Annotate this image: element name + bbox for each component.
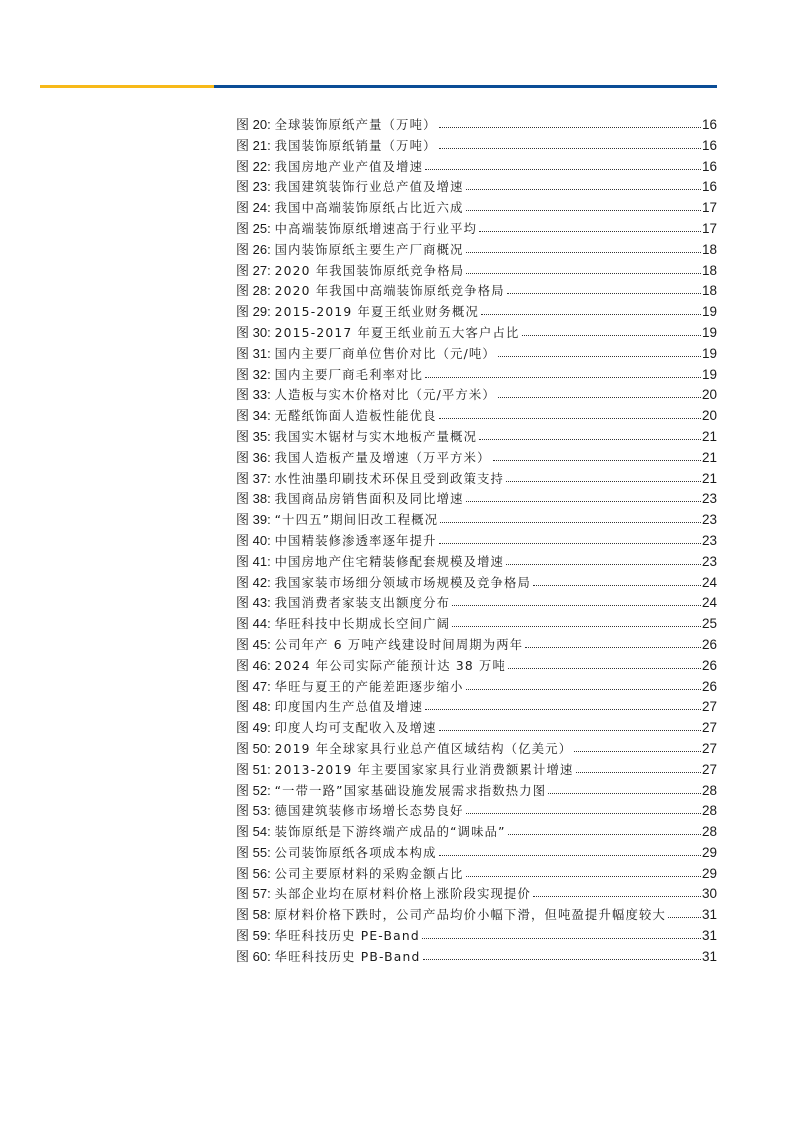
page-number: 28 (701, 824, 717, 840)
dot-leader (466, 803, 701, 815)
dot-leader (440, 512, 701, 524)
toc-entry-label (236, 822, 507, 843)
figure-title: 公司年产 6 万吨产线建设时间周期为两年 (274, 637, 524, 652)
dot-leader (574, 741, 701, 753)
toc-entry[interactable] (236, 344, 717, 365)
figure-number: 图 34: (236, 408, 271, 424)
toc-entry[interactable] (236, 677, 717, 698)
page-number: 29 (701, 865, 717, 881)
dot-leader (439, 138, 701, 150)
toc-entry-label (236, 614, 451, 635)
figure-number: 图 32: (236, 366, 271, 382)
dot-leader (498, 346, 701, 358)
toc-entry[interactable] (236, 947, 717, 968)
figure-number: 图 51: (236, 761, 271, 777)
figure-list (236, 115, 717, 968)
toc-entry[interactable] (236, 781, 717, 802)
figure-number: 图 56: (236, 865, 271, 881)
toc-entry[interactable] (236, 573, 717, 594)
toc-entry[interactable] (236, 323, 717, 344)
toc-entry-label (236, 177, 465, 198)
figure-title: 中高端装饰原纸增速高于行业平均 (274, 221, 478, 236)
figure-number: 图 27: (236, 262, 271, 278)
page-number: 23 (701, 491, 717, 507)
page-number: 16 (701, 158, 717, 174)
figure-title: “一带一路”国家基础设施发展需求指数热力图 (274, 783, 547, 798)
dot-leader (422, 928, 701, 940)
dot-leader (548, 783, 701, 795)
dot-leader (425, 699, 701, 711)
page-number: 19 (701, 345, 717, 361)
toc-entry[interactable] (236, 157, 717, 178)
figure-title: 2015-2019 年夏王纸业财务概况 (274, 305, 480, 320)
page-number: 18 (701, 283, 717, 299)
toc-entry-label (236, 801, 465, 822)
page-number: 23 (701, 512, 717, 528)
page-number: 27 (701, 699, 717, 715)
toc-entry-label (236, 489, 465, 510)
dot-leader (466, 242, 701, 254)
dot-leader (493, 450, 701, 462)
toc-entry-label (236, 843, 438, 864)
toc-entry-label (236, 344, 497, 365)
figure-title: 2020 年我国中高端装饰原纸竞争格局 (274, 284, 505, 299)
dot-leader (439, 845, 701, 857)
figure-title: 原材料价格下跌时，公司产品均价小幅下滑，但吨盈提升幅度较大 (274, 908, 667, 923)
page-number: 23 (701, 532, 717, 548)
dot-leader (507, 283, 701, 295)
toc-entry-label (236, 656, 507, 677)
page-number: 19 (701, 324, 717, 340)
toc-entry-label (236, 593, 451, 614)
figure-number: 图 20: (236, 117, 271, 132)
dot-leader (466, 866, 701, 878)
figure-title: 华旺科技历史 PB-Band (274, 949, 421, 964)
figure-number: 图 29: (236, 304, 271, 320)
figure-title: 我国消费者家装支出额度分布 (274, 596, 451, 611)
figure-number: 图 53: (236, 803, 271, 819)
toc-entry[interactable] (236, 926, 717, 947)
header-rule-primary (214, 85, 717, 88)
page-number: 26 (701, 636, 717, 652)
figure-title: 2013-2019 年主要国家家具行业消费额累计增速 (274, 762, 574, 777)
toc-entry[interactable] (236, 593, 717, 614)
toc-entry-label (236, 884, 532, 905)
toc-entry-label (236, 926, 421, 947)
figure-title: 我国装饰原纸销量（万吨） (274, 138, 437, 153)
toc-entry-label (236, 552, 505, 573)
toc-entry-label (236, 947, 422, 968)
toc-entry[interactable] (236, 115, 717, 136)
figure-title: 德国建筑装修市场增长态势良好 (274, 804, 464, 819)
page-number: 20 (701, 387, 717, 403)
dot-leader (525, 637, 701, 649)
figure-number: 图 39: (236, 512, 271, 528)
figure-title: 印度人均可支配收入及增速 (274, 721, 437, 736)
toc-entry[interactable] (236, 635, 717, 656)
toc-entry-label (236, 427, 478, 448)
dot-leader (425, 159, 701, 171)
dot-leader (533, 886, 701, 898)
toc-entry[interactable] (236, 864, 717, 885)
toc-entry-label (236, 198, 465, 219)
page-number: 26 (701, 657, 717, 673)
figure-title: 水性油墨印刷技术环保且受到政策支持 (274, 471, 505, 486)
figure-title: 我国实木锯材与实木地板产量概况 (274, 429, 478, 444)
figure-title: 印度国内生产总值及增速 (274, 700, 424, 715)
page-number: 26 (701, 678, 717, 694)
dot-leader (506, 554, 701, 566)
page-number: 31 (701, 948, 717, 964)
figure-number: 图 57: (236, 886, 271, 902)
toc-entry-label (236, 219, 478, 240)
toc-entry[interactable] (236, 219, 717, 240)
figure-number: 图 46: (236, 657, 271, 673)
figure-number: 图 55: (236, 844, 271, 860)
figure-number: 图 31: (236, 345, 271, 361)
figure-title: 我国商品房销售面积及同比增速 (274, 492, 464, 507)
page-number: 18 (701, 241, 717, 257)
figure-number: 图 21: (236, 137, 271, 153)
figure-number: 图 49: (236, 720, 271, 736)
page-number: 28 (701, 803, 717, 819)
toc-entry[interactable] (236, 739, 717, 760)
toc-entry-label (236, 281, 506, 302)
toc-entry[interactable] (236, 614, 717, 635)
page-number: 19 (701, 304, 717, 320)
toc-entry-label (236, 781, 547, 802)
toc-entry[interactable] (236, 469, 717, 490)
toc-entry[interactable] (236, 240, 717, 261)
dot-leader (466, 491, 701, 503)
toc-entry[interactable] (236, 177, 717, 198)
figure-title: 国内主要厂商毛利率对比 (274, 367, 424, 382)
figure-number: 图 44: (236, 616, 271, 632)
figure-title: 我国人造板产量及增速（万平方米） (274, 450, 491, 465)
page-number: 19 (701, 366, 717, 382)
dot-leader (522, 325, 701, 337)
toc-entry[interactable] (236, 427, 717, 448)
toc-entry[interactable] (236, 552, 717, 573)
dot-leader (576, 762, 701, 774)
figure-number: 图 58: (236, 907, 271, 923)
page-number: 31 (701, 928, 717, 944)
figure-title: 2020 年我国装饰原纸竞争格局 (274, 263, 465, 278)
dot-leader (439, 408, 701, 420)
toc-entry-label (236, 677, 465, 698)
figure-number: 图 54: (236, 824, 271, 840)
dot-leader (452, 616, 701, 628)
figure-number: 图 50: (236, 740, 271, 756)
toc-entry[interactable] (236, 281, 717, 302)
toc-entry-label (236, 905, 667, 926)
figure-title: 人造板与实木价格对比（元/平方米） (274, 388, 496, 403)
dot-leader (466, 263, 701, 275)
figure-title: 国内主要厂商单位售价对比（元/吨） (274, 346, 496, 361)
figure-number: 图 25: (236, 220, 271, 236)
page-number: 28 (701, 782, 717, 798)
figure-title: 国内装饰原纸主要生产厂商概况 (274, 242, 464, 257)
toc-entry-label (236, 323, 521, 344)
page-number: 27 (701, 720, 717, 736)
figure-number: 图 43: (236, 595, 271, 611)
toc-entry[interactable] (236, 801, 717, 822)
dot-leader (481, 304, 701, 316)
figure-title: 公司主要原材料的采购金额占比 (274, 866, 464, 881)
toc-entry-label (236, 718, 438, 739)
page-number: 24 (701, 595, 717, 611)
dot-leader (439, 117, 701, 129)
figure-number: 图 45: (236, 636, 271, 652)
page-number: 17 (701, 220, 717, 236)
toc-entry-label (236, 448, 492, 469)
figure-title: 我国中高端装饰原纸占比近六成 (274, 201, 464, 216)
dot-leader (533, 575, 701, 587)
page-number: 24 (701, 574, 717, 590)
toc-entry[interactable] (236, 489, 717, 510)
figure-title: 无醛纸饰面人造板性能优良 (274, 409, 437, 424)
figure-title: 华旺科技中长期成长空间广阔 (274, 617, 451, 632)
figure-number: 图 40: (236, 532, 271, 548)
figure-title: “十四五”期间旧改工程概况 (274, 513, 439, 528)
toc-entry-label (236, 531, 438, 552)
figure-number: 图 60: (236, 948, 271, 964)
page-number: 25 (701, 616, 717, 632)
figure-title: 我国房地产业产值及增速 (274, 159, 424, 174)
dot-leader (466, 179, 701, 191)
figure-title: 华旺与夏王的产能差距逐步缩小 (274, 679, 464, 694)
toc-entry[interactable] (236, 385, 717, 406)
dot-leader (425, 367, 701, 379)
figure-number: 图 37: (236, 470, 271, 486)
page-number: 16 (701, 179, 717, 195)
toc-entry[interactable] (236, 656, 717, 677)
page-number: 16 (701, 117, 717, 132)
page-number: 27 (701, 761, 717, 777)
figure-number: 图 36: (236, 449, 271, 465)
dot-leader (508, 824, 701, 836)
figure-number: 图 33: (236, 387, 271, 403)
dot-leader (479, 221, 701, 233)
figure-title: 我国家装市场细分领域市场规模及竞争格局 (274, 575, 532, 590)
page-number: 23 (701, 553, 717, 569)
toc-entry[interactable] (236, 760, 717, 781)
figure-number: 图 24: (236, 200, 271, 216)
figure-title: 中国房地产住宅精装修配套规模及增速 (274, 554, 505, 569)
page-number: 18 (701, 262, 717, 278)
figure-number: 图 42: (236, 574, 271, 590)
toc-entry-label (236, 469, 505, 490)
dot-leader (479, 429, 701, 441)
toc-entry-label (236, 406, 438, 427)
page-number: 21 (701, 470, 717, 486)
dot-leader (498, 387, 701, 399)
toc-entry-label (236, 864, 465, 885)
page-number: 30 (701, 886, 717, 902)
dot-leader (439, 533, 701, 545)
figure-number: 图 30: (236, 324, 271, 340)
toc-entry-label (236, 261, 465, 282)
toc-entry[interactable] (236, 718, 717, 739)
figure-number: 图 22: (236, 158, 271, 174)
figure-title: 2015-2017 年夏王纸业前五大客户占比 (274, 325, 520, 340)
toc-entry[interactable] (236, 448, 717, 469)
figure-title: 公司装饰原纸各项成本构成 (274, 845, 437, 860)
figure-number: 图 59: (236, 928, 271, 944)
toc-entry[interactable] (236, 406, 717, 427)
page-number: 21 (701, 449, 717, 465)
toc-entry-label (236, 385, 497, 406)
toc-entry-label (236, 510, 439, 531)
figure-title: 装饰原纸是下游终端产成品的“调味品” (274, 825, 506, 840)
toc-entry-label (236, 635, 524, 656)
toc-entry-label (236, 739, 573, 760)
figure-number: 图 26: (236, 241, 271, 257)
toc-entry[interactable] (236, 365, 717, 386)
page-number: 20 (701, 408, 717, 424)
toc-entry[interactable] (236, 697, 717, 718)
toc-entry[interactable] (236, 884, 717, 905)
toc-entry-label (236, 136, 438, 157)
toc-entry[interactable] (236, 843, 717, 864)
figure-title: 华旺科技历史 PE-Band (274, 929, 420, 944)
toc-entry-label (236, 157, 424, 178)
page-number: 21 (701, 428, 717, 444)
figure-number: 图 28: (236, 283, 271, 299)
figure-number: 图 48: (236, 699, 271, 715)
figure-number: 图 35: (236, 428, 271, 444)
toc-entry-label (236, 240, 465, 261)
dot-leader (466, 200, 701, 212)
dot-leader (452, 595, 701, 607)
toc-entry[interactable] (236, 302, 717, 323)
toc-entry-label (236, 697, 424, 718)
page-number: 16 (701, 137, 717, 153)
dot-leader (423, 949, 701, 961)
dot-leader (668, 907, 701, 919)
figure-number: 图 23: (236, 179, 271, 195)
dot-leader (439, 720, 701, 732)
toc-entry-label (236, 365, 424, 386)
dot-leader (508, 658, 701, 670)
toc-entry-label (236, 760, 575, 781)
figure-number: 图 38: (236, 491, 271, 507)
figure-title: 头部企业均在原材料价格上涨阶段实现提价 (274, 887, 532, 902)
figure-title: 2024 年公司实际产能预计达 38 万吨 (274, 658, 507, 673)
toc-entry[interactable] (236, 510, 717, 531)
toc-entry-label (236, 573, 532, 594)
toc-entry[interactable] (236, 136, 717, 157)
page-number: 29 (701, 844, 717, 860)
figure-title: 我国建筑装饰行业总产值及增速 (274, 180, 464, 195)
toc-entry[interactable] (236, 531, 717, 552)
toc-entry[interactable] (236, 905, 717, 926)
figure-title: 2019 年全球家具行业总产值区域结构（亿美元） (274, 741, 573, 756)
figure-number: 图 52: (236, 782, 271, 798)
figure-number: 图 41: (236, 553, 271, 569)
header-rule-accent (40, 85, 214, 88)
page-number: 17 (701, 200, 717, 216)
figure-title: 中国精装修渗透率逐年提升 (274, 533, 437, 548)
toc-entry[interactable] (236, 198, 717, 219)
figure-number: 图 47: (236, 678, 271, 694)
dot-leader (506, 471, 701, 483)
toc-entry-label (236, 115, 438, 136)
toc-entry[interactable] (236, 261, 717, 282)
page-number: 27 (701, 740, 717, 756)
figure-title: 全球装饰原纸产量（万吨） (274, 118, 437, 132)
toc-entry-label (236, 302, 480, 323)
dot-leader (466, 679, 701, 691)
page-number: 31 (701, 907, 717, 923)
toc-entry[interactable] (236, 822, 717, 843)
